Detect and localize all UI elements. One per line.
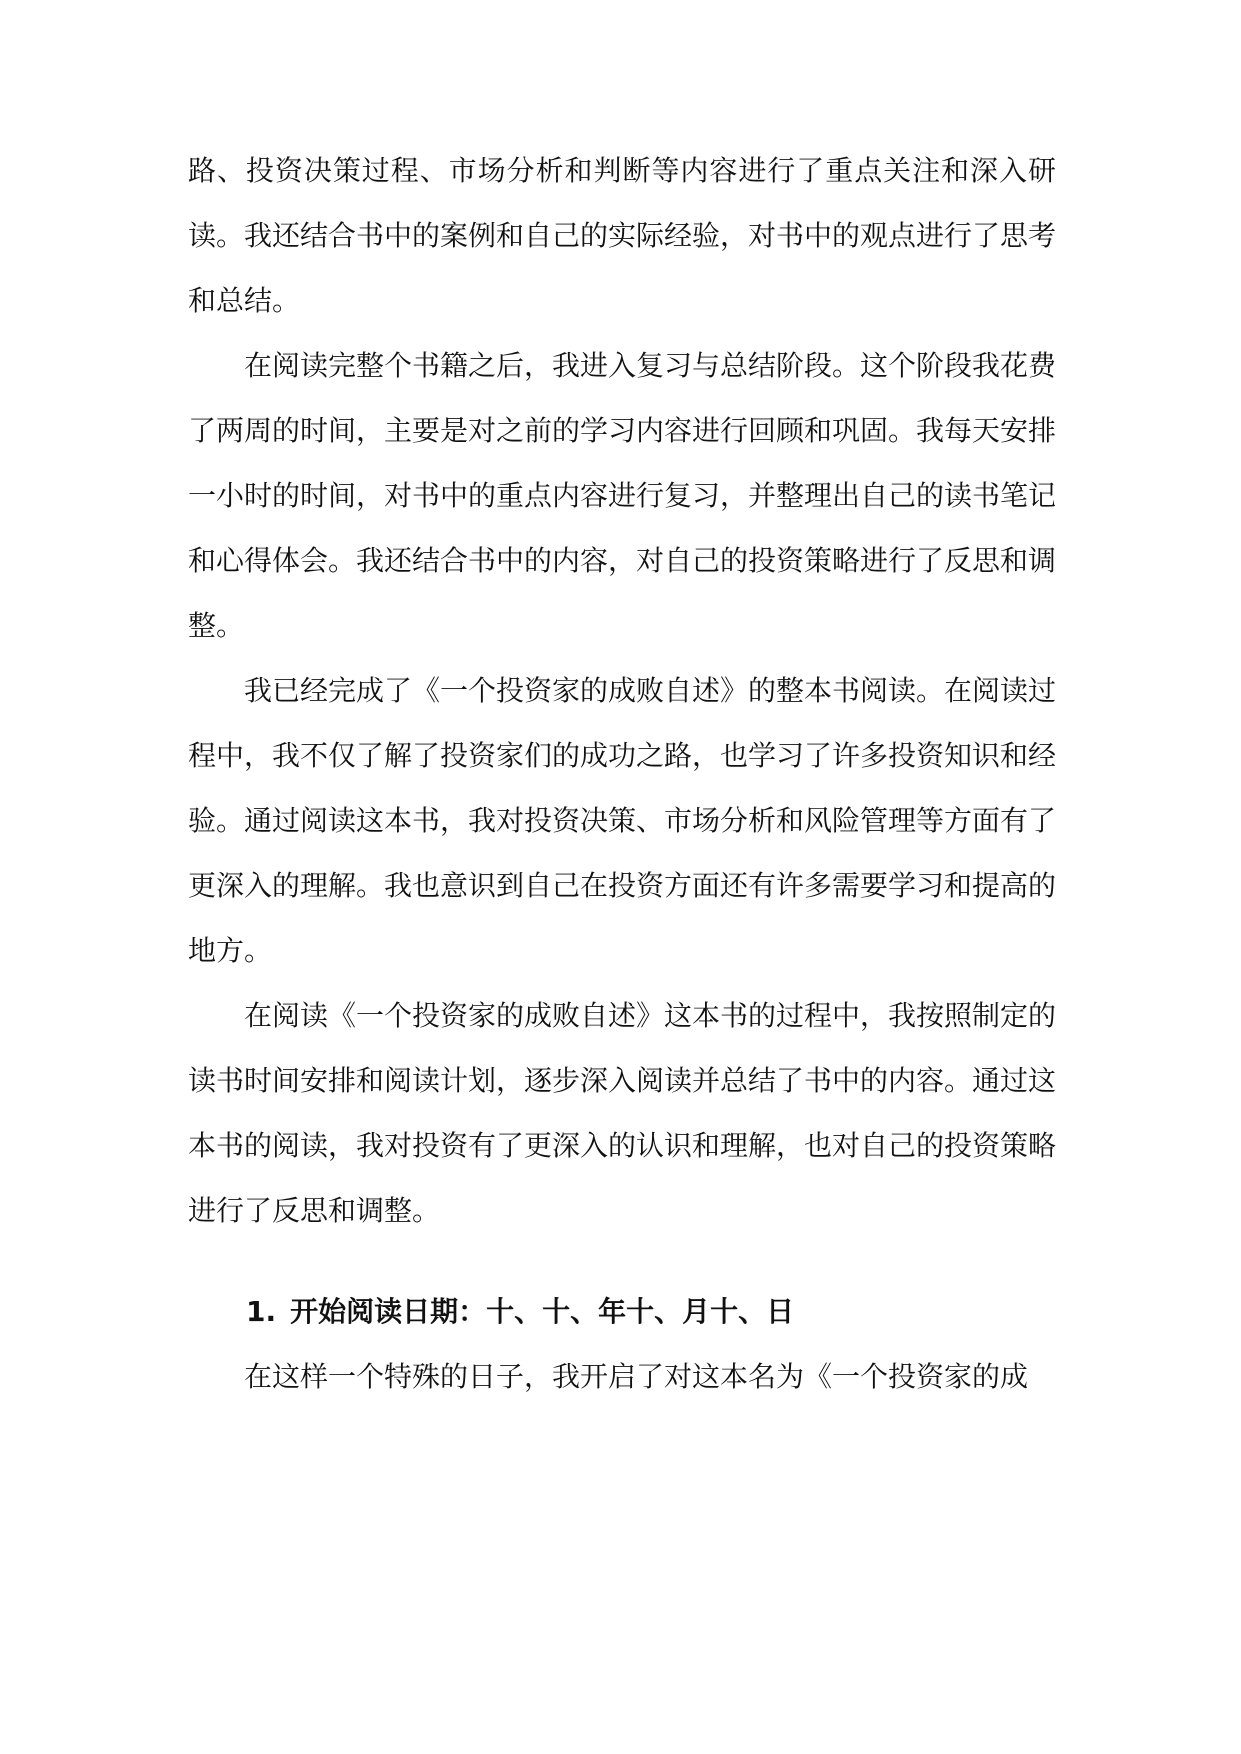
heading-text: 开始阅读日期：十、十、年十、月十、日 [290,1295,795,1328]
paragraph-continued: 路、投资决策过程、市场分析和判断等内容进行了重点关注和深入研读。我还结合书中的案例和自己的实际经验，对书中的观点进行了思考和总结。 [188,154,1057,317]
document-body [188,138,1056,1409]
paragraph-summary: 在阅读《一个投资家的成败自述》这本书的过程中，我按照制定的读书时间安排和阅读计划，逐步深入阅读并总结了书中的内容。通过这本书的阅读，我对投资有了更深入的认识和理解，也对自己的投资策略进行了反思和调整。 [188,999,1057,1227]
heading-number: 1. [246,1295,277,1328]
paragraph-start-date: 在这样一个特殊的日子，我开启了对这本名为《一个投资家的成 [244,1360,1029,1393]
section-heading [246,1279,1056,1344]
paragraph-review-stage: 在阅读完整个书籍之后，我进入复习与总结阶段。这个阶段我花费了两周的时间，主要是对之前的学习内容进行回顾和巩固。我每天安排一小时的时间，对书中的重点内容进行复习，并整理出自己的读书笔记和心得体会。我还结合书中的内容，对自己的投资策略进行了反思和调整。 [188,349,1057,642]
paragraph-completion: 我已经完成了《一个投资家的成败自述》的整本书阅读。在阅读过程中，我不仅了解了投资家们的成功之路，也学习了许多投资知识和经验。通过阅读这本书，我对投资决策、市场分析和风险管理等方面有了更深入的理解。我也意识到自己在投资方面还有许多需要学习和提高的地方。 [188,674,1057,967]
section-spacer [188,1243,1056,1279]
